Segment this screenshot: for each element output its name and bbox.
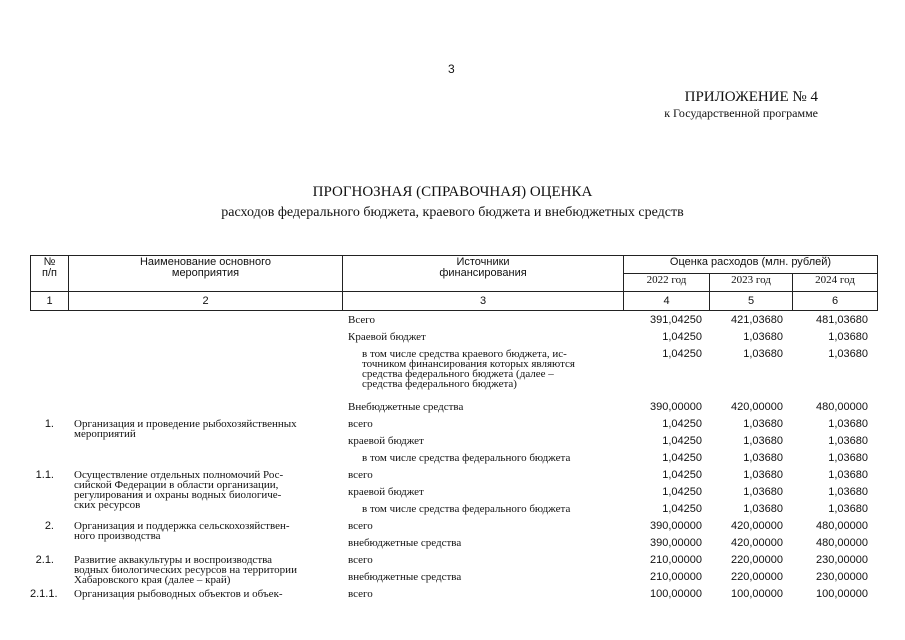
row-number: 2. — [44, 520, 54, 532]
value-2022: 210,00000 — [650, 554, 702, 566]
table-row — [30, 519, 877, 542]
value-2022: 390,00000 — [650, 537, 702, 549]
value-2024: 480,00000 — [816, 537, 868, 549]
value-2023: 220,00000 — [731, 554, 783, 566]
funding-source: внебюджетные средства — [348, 571, 462, 583]
table-row — [30, 434, 877, 451]
funding-source: краевой бюджет — [348, 486, 424, 498]
value-2023: 1,03680 — [743, 418, 783, 430]
value-2024: 1,03680 — [828, 348, 868, 360]
header-source: Источники финансирования — [343, 256, 624, 292]
value-2022: 1,04250 — [662, 469, 702, 481]
value-2024: 230,00000 — [816, 571, 868, 583]
header-estimate: Оценка расходов (млн. рублей) — [624, 256, 878, 274]
table-row — [30, 570, 877, 587]
appendix-subtitle: к Государственной программе — [664, 106, 818, 120]
value-2022: 1,04250 — [662, 418, 702, 430]
row-number: 1.1. — [35, 469, 54, 481]
appendix-title: ПРИЛОЖЕНИЕ № 4 — [684, 89, 818, 105]
measure-name: Осуществление отдельных полномочий Рос- сийской Федерации в области организации, регулирования и охраны водных биологиче- ских ресурсов — [74, 469, 284, 511]
document-title: ПРОГНОЗНАЯ (СПРАВОЧНАЯ) ОЦЕНКА — [312, 184, 593, 200]
funding-source: всего — [348, 469, 373, 481]
value-2023: 1,03680 — [743, 435, 783, 447]
header-name: Наименование основного мероприятия — [69, 256, 343, 292]
table-body — [30, 313, 877, 604]
appendix-header — [664, 88, 818, 121]
measure-name: Организация и проведение рыбохозяйственных мероприятий — [74, 418, 297, 440]
funding-source: Краевой бюджет — [348, 331, 426, 343]
value-2024: 100,00000 — [816, 588, 868, 600]
value-2024: 1,03680 — [828, 503, 868, 515]
value-2024: 1,03680 — [828, 486, 868, 498]
value-2023: 1,03680 — [743, 348, 783, 360]
funding-source: в том числе средства федерального бюджета — [362, 452, 571, 464]
funding-source: всего — [348, 418, 373, 430]
value-2023: 420,00000 — [731, 537, 783, 549]
row-number: 2.1. — [35, 554, 54, 566]
table-row — [30, 347, 877, 400]
measure-name: Организация рыбоводных объектов и объек- — [74, 588, 283, 600]
value-2023: 1,03680 — [743, 503, 783, 515]
table-header — [30, 255, 878, 311]
funding-source: всего — [348, 554, 373, 566]
value-2022: 1,04250 — [662, 503, 702, 515]
table-row — [30, 485, 877, 502]
value-2022: 1,04250 — [662, 486, 702, 498]
funding-source: внебюджетные средства — [348, 537, 462, 549]
table-row — [30, 587, 877, 604]
value-2024: 481,03680 — [816, 314, 868, 326]
measure-name: Развитие аквакультуры и воспроизводства водных биологических ресурсов на территории Хабаровского края (далее – край) — [74, 554, 297, 586]
value-2024: 1,03680 — [828, 331, 868, 343]
header-num: № п/п — [31, 256, 69, 292]
value-2024: 480,00000 — [816, 520, 868, 532]
funding-source: всего — [348, 520, 373, 532]
table-row — [30, 417, 877, 440]
table-row — [30, 451, 877, 468]
value-2022: 1,04250 — [662, 452, 702, 464]
column-number: 6 — [793, 292, 878, 311]
value-2023: 100,00000 — [731, 588, 783, 600]
funding-source: Всего — [348, 314, 375, 326]
value-2022: 1,04250 — [662, 331, 702, 343]
value-2023: 220,00000 — [731, 571, 783, 583]
header-year-2023: 2023 год — [710, 274, 793, 292]
measure-name: Организация и поддержка сельскохозяйствен- ного производства — [74, 520, 290, 542]
column-number: 1 — [31, 292, 69, 311]
value-2024: 1,03680 — [828, 452, 868, 464]
table-row — [30, 313, 877, 330]
value-2022: 390,00000 — [650, 520, 702, 532]
table-row — [30, 330, 877, 347]
funding-source: в том числе средства федерального бюджета — [362, 503, 571, 515]
column-number: 3 — [343, 292, 624, 311]
value-2024: 230,00000 — [816, 554, 868, 566]
table-row — [30, 400, 877, 417]
funding-source: в том числе средства краевого бюджета, ис- точником финансирования которых являются средства федерального бюджета (далее – средства федерального бюджета) — [362, 348, 575, 390]
value-2024: 1,03680 — [828, 435, 868, 447]
table-row — [30, 536, 877, 553]
header-year-2024: 2024 год — [793, 274, 878, 292]
row-number: 2.1.1. — [30, 588, 58, 600]
value-2023: 420,00000 — [731, 520, 783, 532]
funding-source: всего — [348, 588, 373, 600]
value-2023: 421,03680 — [731, 314, 783, 326]
funding-source: Внебюджетные средства — [348, 401, 464, 413]
value-2022: 1,04250 — [662, 348, 702, 360]
value-2023: 420,00000 — [731, 401, 783, 413]
value-2023: 1,03680 — [743, 486, 783, 498]
value-2023: 1,03680 — [743, 452, 783, 464]
value-2024: 1,03680 — [828, 469, 868, 481]
table-row — [30, 502, 877, 519]
value-2023: 1,03680 — [743, 331, 783, 343]
column-number: 4 — [624, 292, 710, 311]
value-2022: 390,00000 — [650, 401, 702, 413]
value-2022: 1,04250 — [662, 435, 702, 447]
funding-source: краевой бюджет — [348, 435, 424, 447]
page-number: 3 — [448, 62, 455, 76]
value-2024: 1,03680 — [828, 418, 868, 430]
value-2022: 391,04250 — [650, 314, 702, 326]
column-number: 2 — [69, 292, 343, 311]
value-2024: 480,00000 — [816, 401, 868, 413]
row-number: 1. — [44, 418, 54, 430]
column-number: 5 — [710, 292, 793, 311]
value-2022: 100,00000 — [650, 588, 702, 600]
header-year-2022: 2022 год — [624, 274, 710, 292]
document-subtitle: расходов федерального бюджета, краевого бюджета и внебюджетных средств — [221, 205, 684, 220]
value-2022: 210,00000 — [650, 571, 702, 583]
value-2023: 1,03680 — [743, 469, 783, 481]
